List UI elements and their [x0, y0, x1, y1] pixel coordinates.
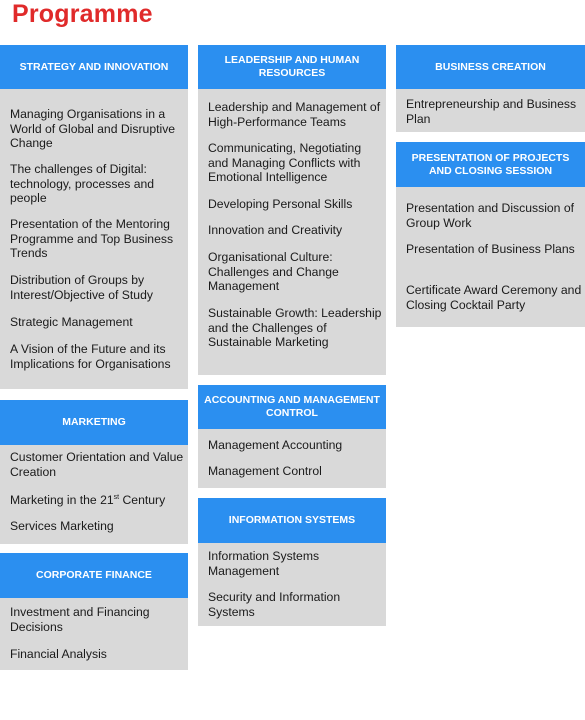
- card-presentation: [396, 142, 585, 327]
- item-text: Marketing in the 21: [10, 493, 114, 507]
- card-header-marketing: MARKETING: [0, 400, 188, 445]
- programme-item: Management Accounting: [208, 438, 343, 452]
- card-accounting: [198, 385, 386, 488]
- programme-item: Investment and Financing Decisions: [10, 605, 150, 634]
- programme-item: Certificate Award Ceremony and Closing Cocktail Party: [406, 283, 582, 312]
- programme-item: Sustainable Growth: Leadership and the Challenges of Sustainable Marketing: [208, 306, 382, 349]
- card-business: [396, 45, 585, 132]
- programme-item: Managing Organisations in a World of Global and Disruptive Change: [10, 107, 176, 150]
- programme-item: Developing Personal Skills: [208, 197, 353, 211]
- programme-item: Presentation of the Mentoring Programme and Top Business Trends: [10, 217, 174, 260]
- card-strategy: [0, 45, 188, 389]
- programme-item: Distribution of Groups by Interest/Objective of Study: [10, 273, 153, 302]
- card-infosys: [198, 498, 386, 626]
- programme-item: Customer Orientation and Value Creation: [10, 450, 184, 479]
- card-leadership: [198, 45, 386, 375]
- programme-item: Communicating, Negotiating and Managing Conflicts with Emotional Intelligence: [208, 141, 362, 184]
- page-title: Programme: [12, 0, 153, 28]
- programme-item: Presentation and Discussion of Group Work: [406, 201, 575, 230]
- programme-item: Information Systems Management: [208, 549, 320, 578]
- programme-item: Leadership and Management of High-Performance Teams: [208, 100, 381, 129]
- item-superscript: st: [113, 493, 120, 501]
- programme-item: Financial Analysis: [10, 647, 107, 661]
- card-marketing: [0, 400, 188, 544]
- programme-item: [10, 493, 188, 508]
- programme-item: Management Control: [208, 464, 322, 478]
- programme-item: The challenges of Digital: technology, processes and people: [10, 162, 155, 205]
- card-header-infosys: INFORMATION SYSTEMS: [198, 498, 386, 543]
- programme-item: Strategic Management: [10, 315, 133, 329]
- programme-item: Presentation of Business Plans: [406, 242, 575, 256]
- card-header-accounting: ACCOUNTING AND MANAGEMENT CONTROL: [198, 385, 386, 429]
- item-text-after: Century: [119, 493, 166, 507]
- programme-item: Innovation and Creativity: [208, 223, 343, 237]
- programme-item: Security and Information Systems: [208, 590, 341, 619]
- programme-item: Entrepreneurship and Business Plan: [406, 97, 577, 126]
- card-header-strategy: STRATEGY AND INNOVATION: [0, 45, 188, 89]
- card-header-presentation: PRESENTATION OF PROJECTS AND CLOSING SESSION: [396, 142, 585, 187]
- card-header-leadership: LEADERSHIP AND HUMAN RESOURCES: [198, 45, 386, 89]
- programme-item: A Vision of the Future and its Implications for Organisations: [10, 342, 171, 371]
- card-finance: [0, 553, 188, 670]
- programme-item: Services Marketing: [10, 519, 114, 533]
- programme-item: Organisational Culture: Challenges and Change Management: [208, 250, 339, 293]
- card-header-finance: CORPORATE FINANCE: [0, 553, 188, 598]
- card-header-business: BUSINESS CREATION: [396, 45, 585, 89]
